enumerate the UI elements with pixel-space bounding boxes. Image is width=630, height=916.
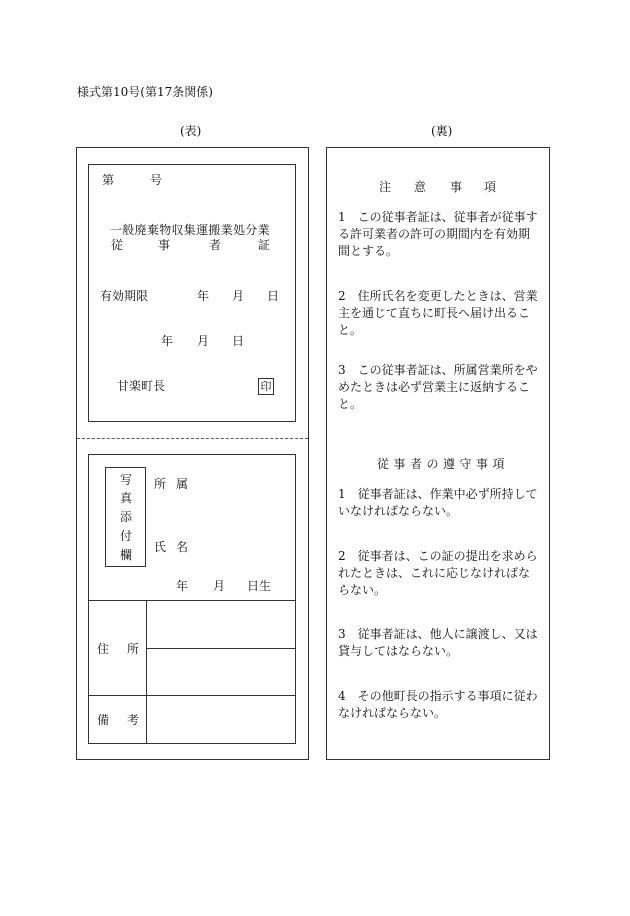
rule-4: [338, 688, 538, 722]
rule-2-line-3: らない。: [338, 583, 387, 597]
photo-char-2: 真: [120, 491, 133, 505]
rule-4-line-2: なければならない。: [338, 706, 447, 720]
remarks-char-2: 考: [127, 713, 140, 727]
photo-char-5: 欄: [120, 548, 133, 562]
number-suffix: 号: [150, 173, 163, 187]
title-char-1: 従: [111, 238, 124, 252]
birth-year: 年: [176, 579, 189, 593]
rule-4-line-1: 4 その他町長の指示する事項に従わ: [338, 689, 538, 703]
validity-month: 月: [232, 289, 245, 303]
note-2: [338, 288, 538, 339]
cut-line: [77, 438, 308, 439]
validity-year: 年: [197, 289, 210, 303]
notes-title-4: 項: [484, 180, 497, 194]
rule-1-line-2: いなければならない。: [338, 504, 459, 518]
notes-title-1: 注: [379, 180, 392, 194]
birth-day: 日生: [247, 579, 272, 593]
notes-title-2: 意: [414, 180, 427, 194]
rule-2: [338, 548, 538, 599]
affiliation-char-2: 属: [176, 477, 189, 491]
photo-char-1: 写: [120, 473, 133, 487]
issue-month: 月: [197, 334, 210, 348]
note-2-line-1: 2 住所氏名を変更したときは、営業: [338, 289, 538, 303]
front-caption: (表): [180, 124, 202, 138]
issue-day: 日: [232, 334, 245, 348]
note-1-line-3: 間とする。: [338, 244, 399, 258]
seal-stamp: 印: [258, 378, 274, 395]
title-char-3: 者: [209, 238, 222, 252]
note-3-line-2: めたときは必ず営業主に返納するこ: [338, 380, 531, 394]
validity-label: 有効期限: [100, 289, 149, 303]
number-prefix: 第: [102, 173, 115, 187]
name-char-1: 氏: [154, 540, 167, 554]
address-char-2: 所: [127, 642, 140, 656]
birth-month: 月: [213, 579, 226, 593]
rule-1-line-1: 1 従事者証は、作業中必ず所持して: [338, 487, 538, 501]
issue-year: 年: [161, 334, 174, 348]
note-1-line-1: 1 この従事者証は、従事者が従事す: [338, 210, 538, 224]
rule-3-line-1: 3 従事者証は、他人に譲渡し、又は: [338, 627, 538, 641]
address-char-1: 住: [97, 642, 110, 656]
issuer-name: 甘楽町長: [117, 379, 166, 393]
remarks-top-rule: [88, 695, 296, 696]
rule-2-line-1: 2 従事者は、この証の提出を求めら: [338, 549, 538, 563]
note-2-line-3: と。: [338, 323, 363, 337]
address-top-rule: [88, 600, 296, 601]
rules-title: 従事者の遵守事項: [377, 457, 510, 471]
note-3-line-3: と。: [338, 397, 363, 411]
note-1: [338, 209, 538, 260]
rule-3-line-2: 貸与してはならない。: [338, 644, 459, 658]
rule-2-line-2: れたときは、これに応じなければな: [338, 566, 531, 580]
form-number: 様式第10号(第17条関係): [77, 85, 213, 99]
title-char-2: 事: [158, 238, 171, 252]
address-mid-rule: [146, 648, 296, 649]
label-column-rule: [146, 600, 147, 744]
note-2-line-2: 主を通じて直ちに町長へ届け出るこ: [338, 306, 531, 320]
photo-char-3: 添: [120, 510, 133, 524]
notes-title-3: 事: [450, 180, 463, 194]
photo-char-4: 付: [120, 529, 133, 543]
name-char-2: 名: [176, 540, 189, 554]
affiliation-char-1: 所: [154, 477, 167, 491]
back-caption: (裏): [431, 124, 453, 138]
note-1-line-2: る許可業者の許可の期間内を有効期: [338, 227, 531, 241]
rule-3: [338, 626, 538, 660]
rule-1: [338, 486, 538, 520]
validity-day: 日: [267, 289, 280, 303]
title-char-4: 証: [258, 238, 271, 252]
note-3-line-1: 3 この従事者証は、所属営業所をや: [338, 363, 538, 377]
note-3: [338, 362, 538, 413]
remarks-char-1: 備: [97, 713, 110, 727]
certificate-title: 一般廃棄物収集運搬業処分業: [110, 223, 270, 237]
